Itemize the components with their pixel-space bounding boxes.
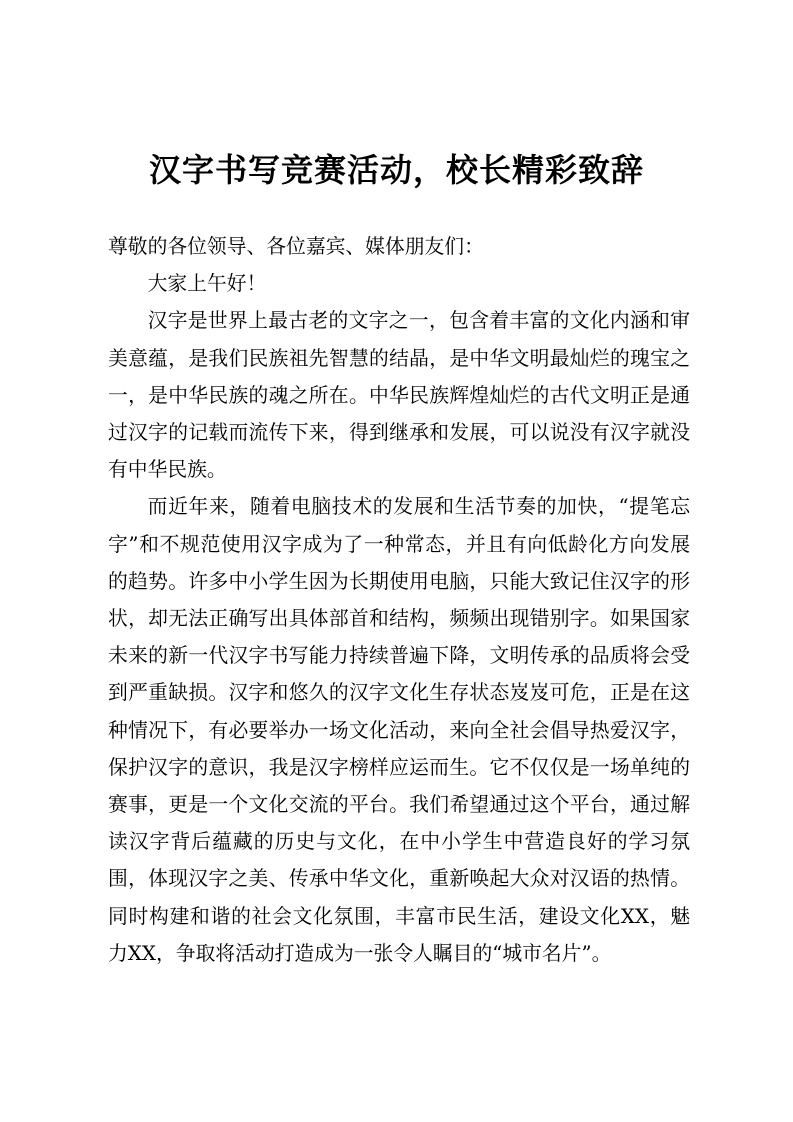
document-body [108, 228, 690, 972]
paragraph-1: 汉字是世界上最古老的文字之一，包含着丰富的文化内涵和审美意蕴，是我们民族祖先智慧的结晶，是中华文明最灿烂的瑰宝之一，是中华民族的魂之所在。中华民族辉煌灿烂的古代文明正是通过汉字的记载而流传下来，得到继承和发展，可以说没有汉字就没有中华民族。 [108, 309, 690, 482]
greeting: 大家上午好！ [147, 272, 267, 296]
document-title: 汉字书写竞赛活动，校长精彩致辞 [148, 151, 644, 189]
salutation: 尊敬的各位领导、各位嘉宾、媒体朋友们： [108, 235, 484, 258]
paragraph-2: 而近年来，随着电脑技术的发展和生活节奏的加快，“提笔忘字”和不规范使用汉字成为了一种常态，并且有向低龄化方向发展的趋势。许多中小学生因为长期使用电脑，只能大致记住汉字的形状，却无法正确写出具体部首和结构，频频出现错别字。如果国家未来的新一代汉字书写能力持续普遍下降，文明传承的品质将会受到严重缺损。汉字和悠久的汉字文化生存状态岌岌可危，正是在这种情况下，有必要举办一场文化活动，来向全社会倡导热爱汉字，保护汉字的意识，我是汉字榜样应运而生。它不仅仅是一场单纯的赛事，更是一个文化交流的平台。我们希望通过这个平台，通过解读汉字背后蕴藏的历史与文化，在中小学生中营造良好的学习氛围，体现汉字之美、传承中华文化，重新唤起大众对汉语的热情。同时构建和谐的社会文化氛围，丰富市民生活，建设文化XX，魅力XX，争取将活动打造成为一张令人瞩目的“城市名片”。 [108, 495, 690, 965]
